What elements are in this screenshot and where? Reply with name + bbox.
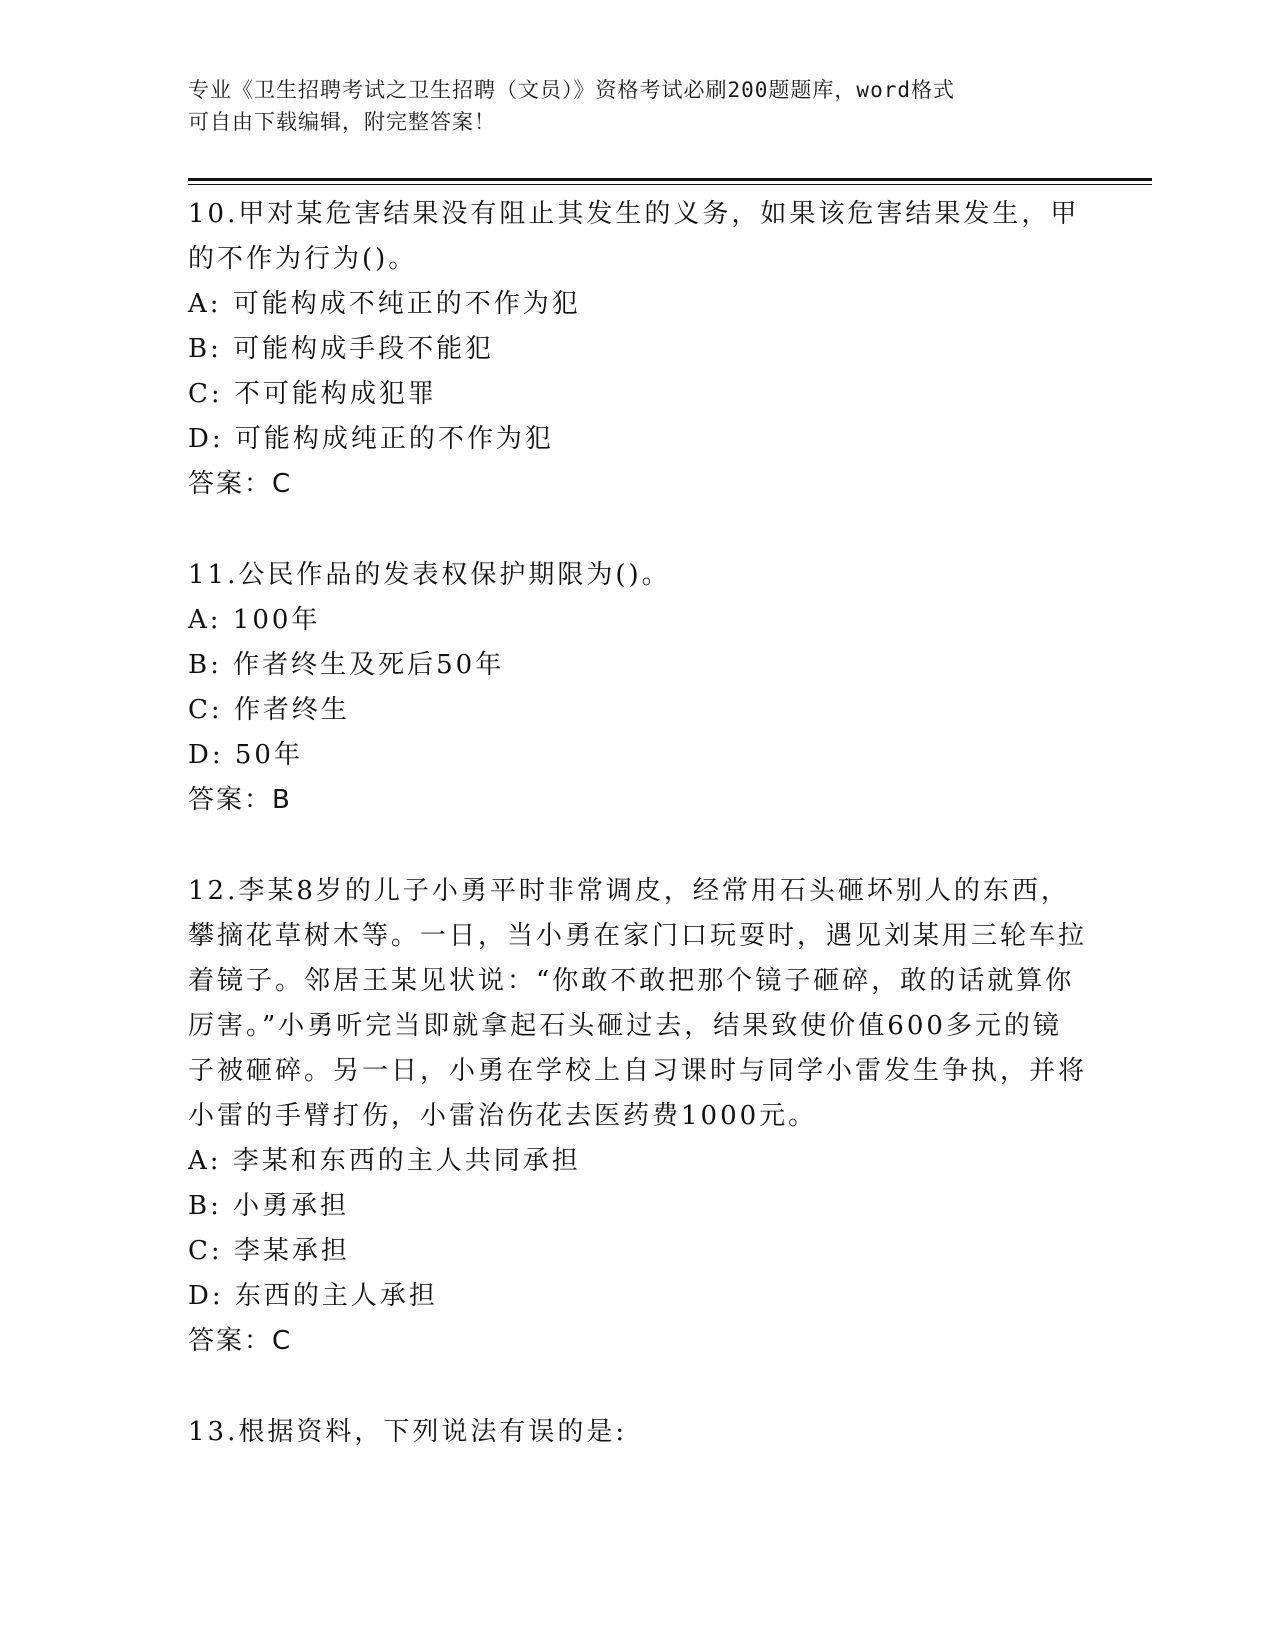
option-a: A: 可能构成不纯正的不作为犯: [188, 289, 581, 319]
option-a: A: 李某和东西的主人共同承担: [188, 1146, 581, 1176]
header-line-2: 可自由下载编辑，附完整答案！: [188, 110, 496, 134]
header-rule-thin: [188, 184, 1152, 185]
question-stem: 13.根据资料，下列说法有误的是:: [188, 1417, 628, 1447]
option-b: B: 作者终生及死后50年: [188, 650, 505, 680]
option-d: D: 50年: [188, 740, 303, 770]
question-10: [188, 192, 1088, 507]
answer-line: 答案：C: [188, 469, 293, 499]
header-rule-thick: [188, 178, 1152, 181]
option-c: C: 作者终生: [188, 695, 350, 725]
question-11: [188, 553, 1088, 823]
option-a: A: 100年: [188, 605, 321, 635]
option-c: C: 李某承担: [188, 1236, 350, 1266]
option-b: B: 可能构成手段不能犯: [188, 334, 495, 364]
option-b: B: 小勇承担: [188, 1191, 350, 1221]
option-c: C: 不可能构成犯罪: [188, 379, 437, 409]
header-line-1: 专业《卫生招聘考试之卫生招聘（文员）》资格考试必刷200题题库，word格式: [188, 78, 955, 102]
option-d: D: 东西的主人承担: [188, 1281, 438, 1311]
document-header: [188, 74, 1068, 138]
question-stem: 10.甲对某危害结果没有阻止其发生的义务，如果该危害结果发生，甲的不作为行为()。: [188, 199, 1080, 274]
question-13: [188, 1410, 1088, 1455]
answer-line: 答案：B: [188, 785, 292, 815]
option-d: D: 可能构成纯正的不作为犯: [188, 424, 554, 454]
question-list: [188, 192, 1088, 1501]
question-stem: 11.公民作品的发表权保护期限为()。: [188, 560, 671, 590]
question-12: [188, 869, 1088, 1364]
question-stem: 12.李某8岁的儿子小勇平时非常调皮，经常用石头砸坏别人的东西，攀摘花草树木等。一日，当小勇在家门口玩耍时，遇见刘某用三轮车拉着镜子。邻居王某见状说：“你敢不敢把那个镜子砸碎，敢的话就算你厉害。”小勇听完当即就拿起石头砸过去，结果致使价值600多元的镜子被砸碎。另一日，小勇在学校上自习课时与同学小雷发生争执，并将小雷的手臂打伤，小雷治伤花去医药费1000元。: [188, 876, 1088, 1131]
answer-line: 答案：C: [188, 1326, 293, 1356]
